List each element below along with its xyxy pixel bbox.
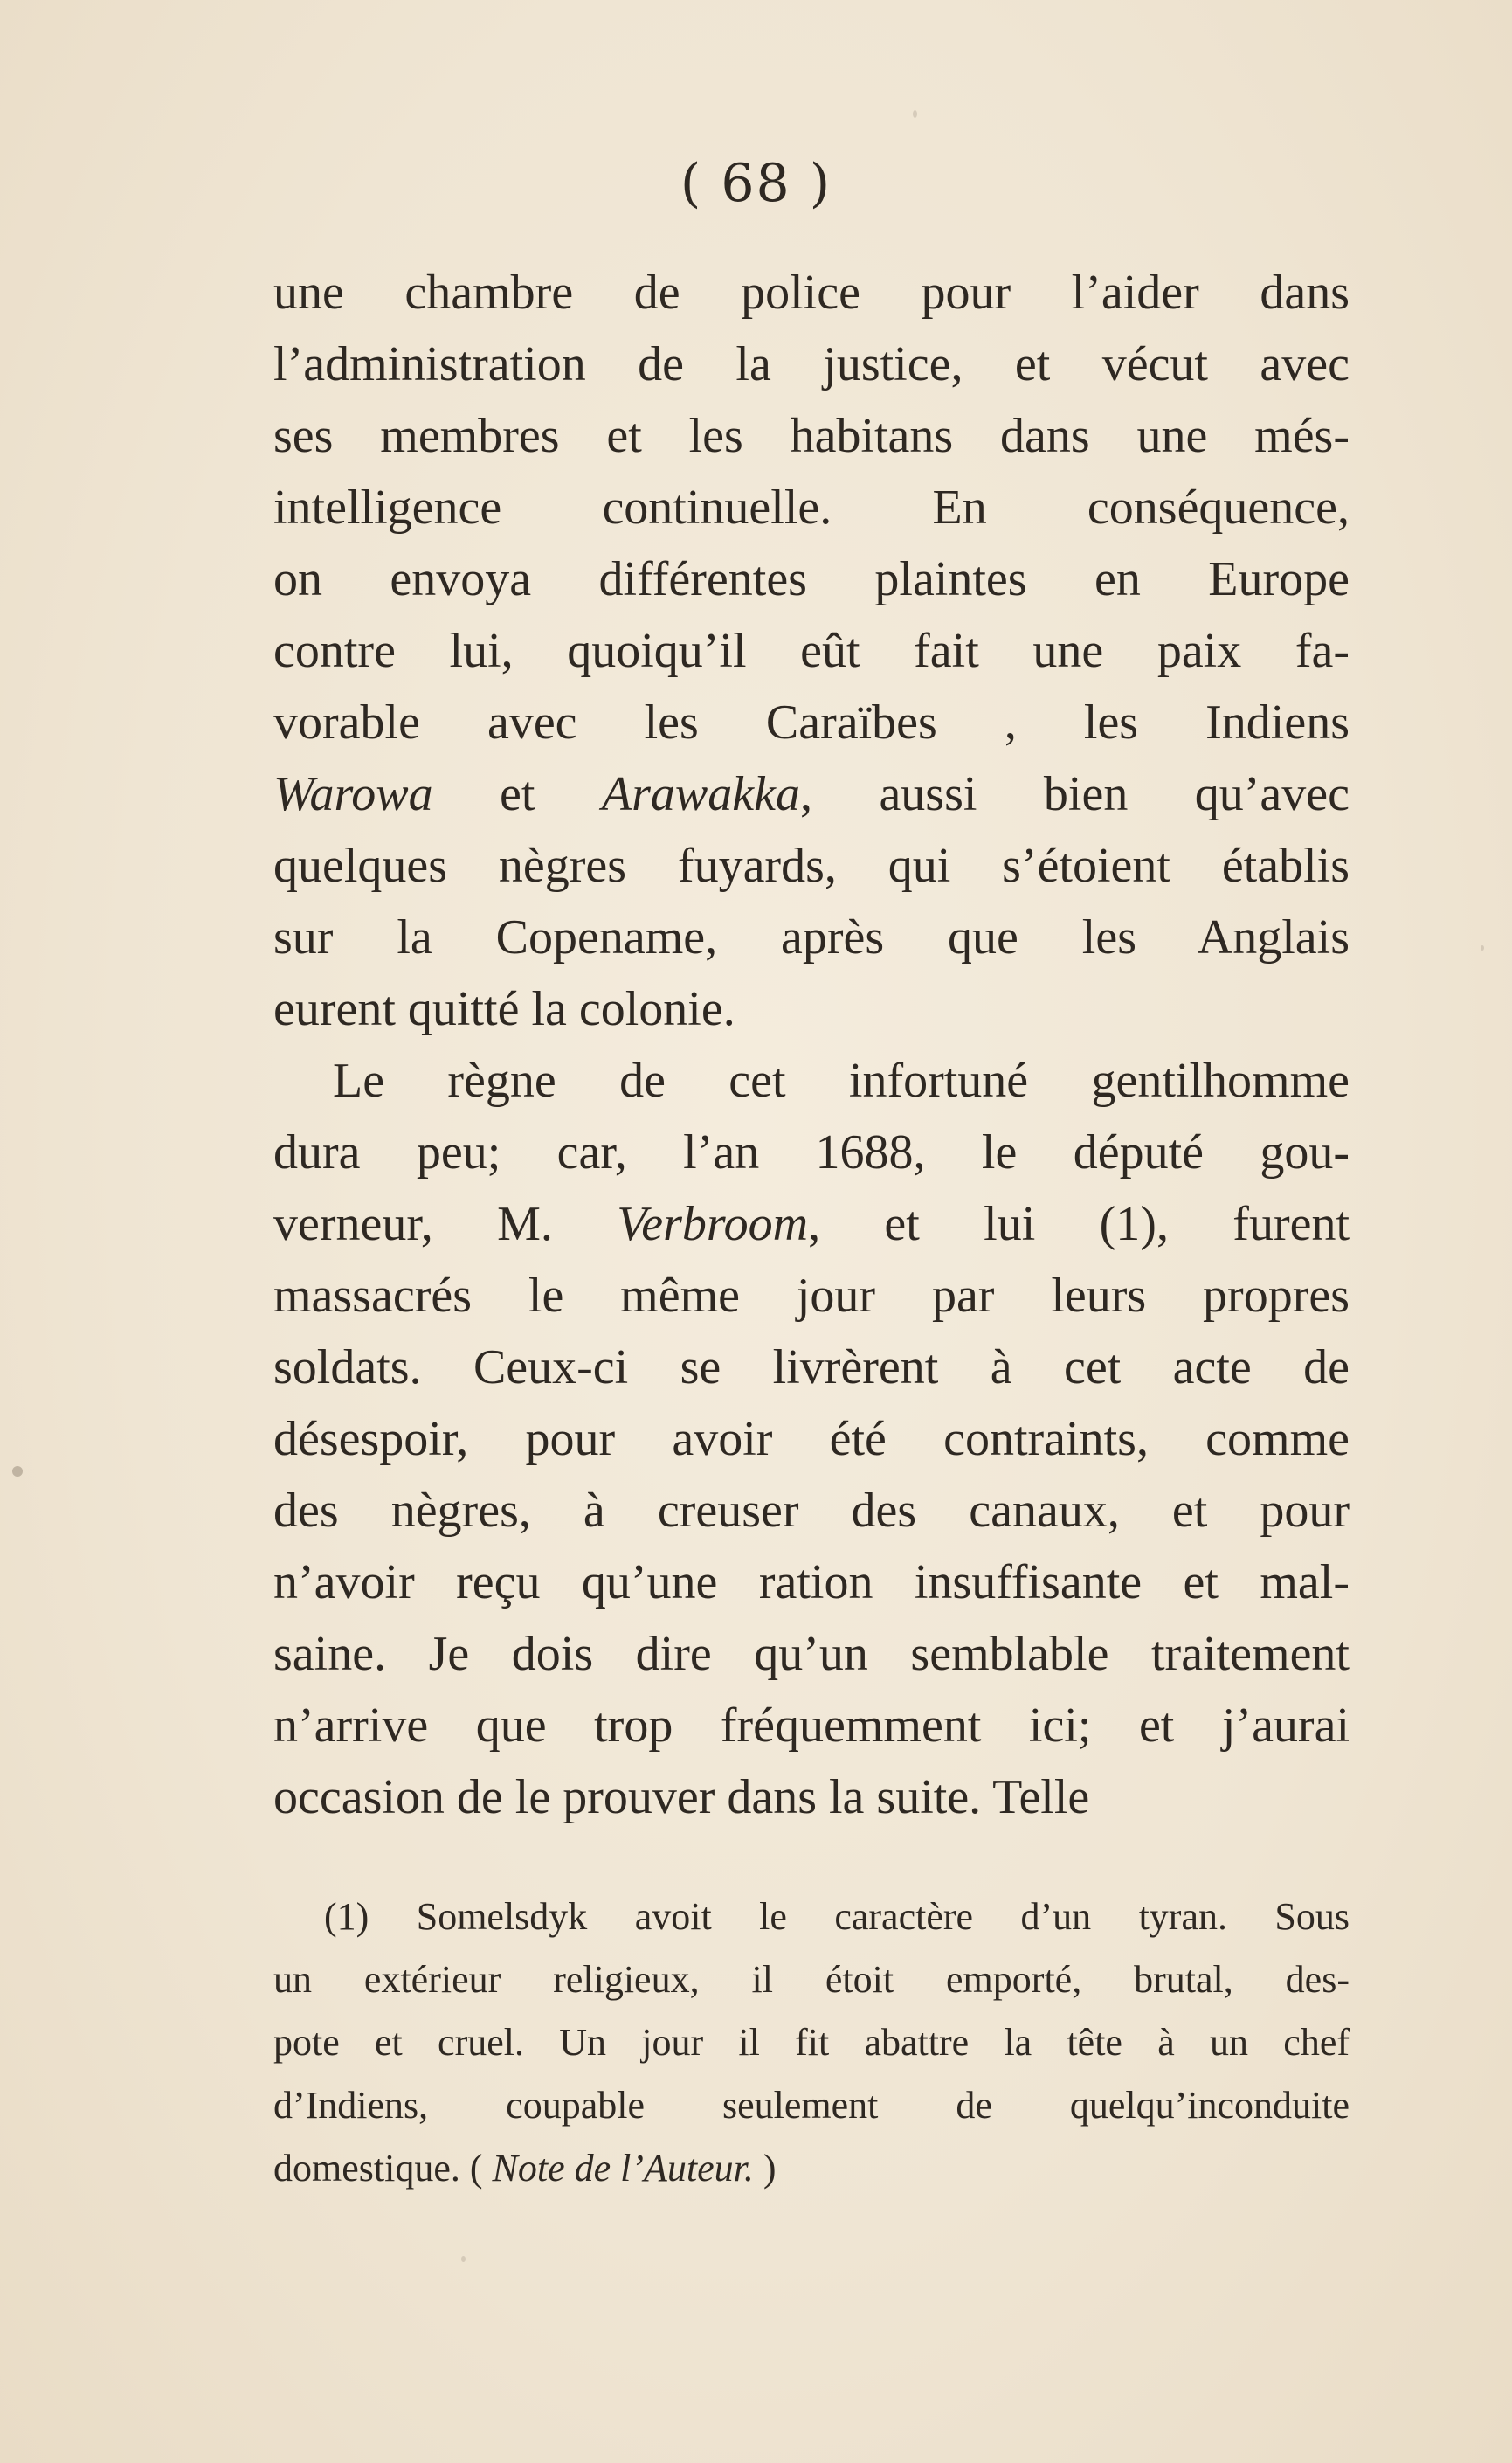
body-line: désespoir, pour avoir été contraints, comme xyxy=(273,1412,1350,1466)
paper-speck xyxy=(913,110,917,118)
body-line: n’arrive que trop fréquemment ici; et j’aurai xyxy=(273,1699,1350,1753)
body-line: saine. Je dois dire qu’un semblable traitement xyxy=(273,1627,1350,1681)
body-line: n’avoir reçu qu’une ration insuffisante et mal- xyxy=(273,1555,1350,1609)
body-line: sur la Copename, après que les Anglais xyxy=(273,910,1350,965)
page-number-header: ( 68 ) xyxy=(680,153,832,214)
body-line: occasion de le prouver dans la suite. Telle xyxy=(273,1770,1090,1824)
footnote-line: (1) Somelsdyk avoit le caractère d’un tyran. Sous xyxy=(324,1895,1350,1938)
footnote-block xyxy=(273,1885,1350,2200)
paper-speck xyxy=(1481,945,1484,951)
italic-name: Note de l’Auteur. xyxy=(492,2147,754,2190)
italic-name: Arawakka xyxy=(601,767,800,821)
body-text xyxy=(273,257,1350,1833)
body-line: Le règne de cet infortuné gentilhomme xyxy=(333,1054,1350,1108)
body-line: dura peu; car, l’an 1688, le député gou- xyxy=(273,1125,1350,1180)
body-line: soldats. Ceux-ci se livrèrent à cet acte de xyxy=(273,1340,1350,1394)
body-line: des nègres, à creuser des canaux, et pour xyxy=(273,1484,1350,1538)
footnote-line: d’Indiens, coupable seulement de quelqu’inconduite xyxy=(273,2084,1350,2127)
body-line: l’administration de la justice, et vécut avec xyxy=(273,337,1350,391)
body-line: on envoya différentes plaintes en Europe xyxy=(273,552,1350,606)
body-line: verneur, M. Verbroom, et lui (1), furent xyxy=(273,1197,1350,1251)
body-line: massacrés le même jour par leurs propres xyxy=(273,1269,1350,1323)
italic-name: Warowa xyxy=(273,767,433,821)
italic-name: Verbroom xyxy=(617,1197,809,1251)
body-line: vorable avec les Caraïbes , les Indiens xyxy=(273,695,1350,750)
body-line: ses membres et les habitans dans une més- xyxy=(273,409,1350,463)
body-line: une chambre de police pour l’aider dans xyxy=(273,266,1350,320)
footnote-line: un extérieur religieux, il étoit emporté, brutal, des- xyxy=(273,1958,1350,2001)
body-line: contre lui, quoiqu’il eût fait une paix fa- xyxy=(273,624,1350,678)
paper-speck xyxy=(461,2256,466,2262)
body-line: Warowa et Arawakka, aussi bien qu’avec xyxy=(273,767,1350,821)
footnote-line: domestique. ( Note de l’Auteur. ) xyxy=(273,2147,777,2190)
paper-speck xyxy=(12,1466,23,1477)
footnote-line: pote et cruel. Un jour il fit abattre la tête à un chef xyxy=(273,2021,1350,2064)
body-line: intelligence continuelle. En conséquence, xyxy=(273,481,1350,535)
body-line: quelques nègres fuyards, qui s’étoient établis xyxy=(273,839,1350,893)
body-line: eurent quitté la colonie. xyxy=(273,982,735,1036)
